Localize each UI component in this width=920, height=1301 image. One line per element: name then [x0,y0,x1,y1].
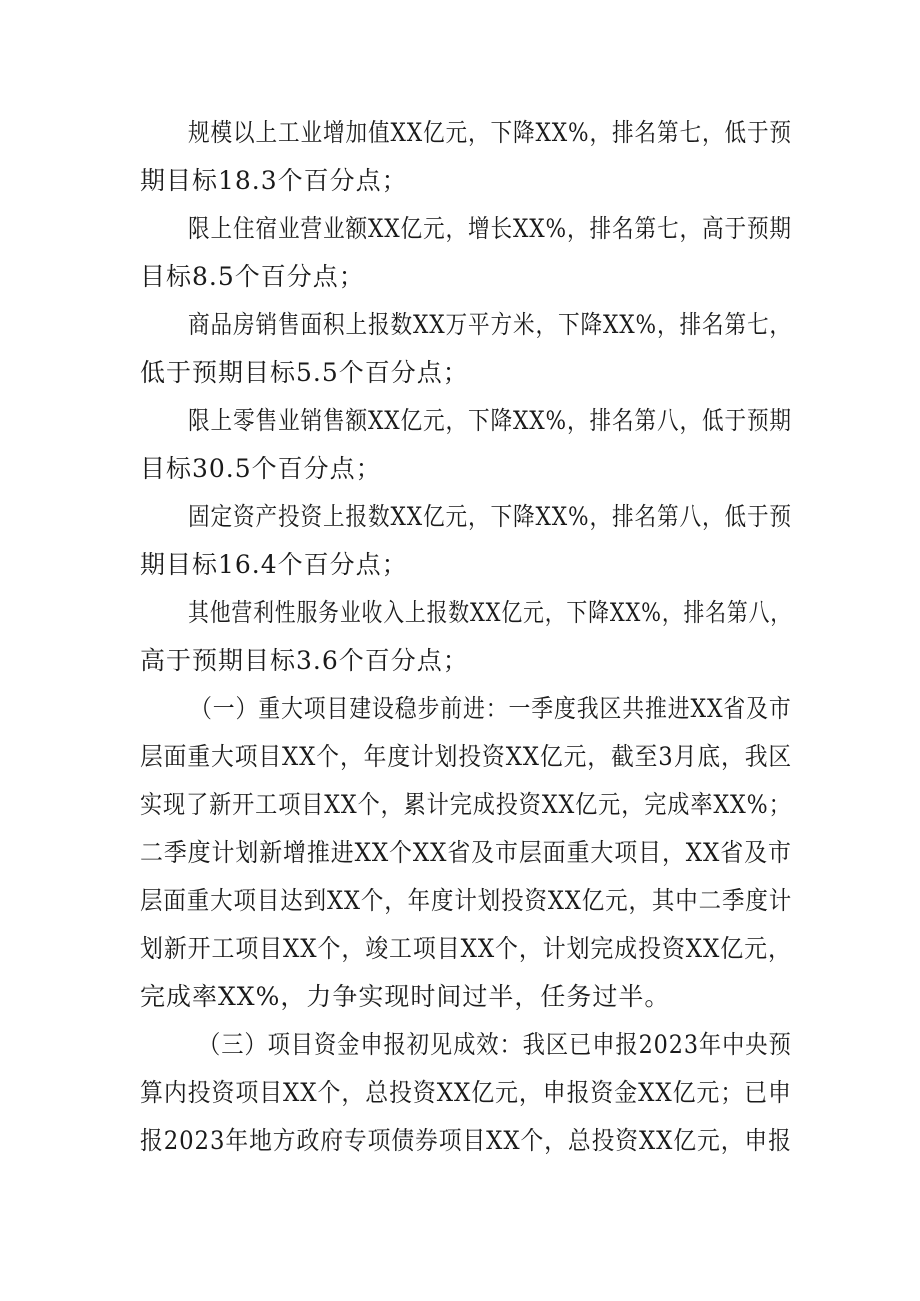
text-line: 层面重大项目达到XX个，年度计划投资XX亿元，其中二季度计 [140,886,793,915]
text-line: （一）重大项目建设稳步前进：一季度我区共推进XX省及市 [190,694,792,723]
text-line: 报2023年地方政府专项债券项目XX个，总投资XX亿元，申报 [140,1126,792,1155]
text-line: 限上住宿业营业额XX亿元，增长XX%，排名第七，高于预期 [188,214,792,243]
text-line: 其他营利性服务业收入上报数XX亿元，下降XX%，排名第八， [188,598,792,627]
text-line: 层面重大项目XX个，年度计划投资XX亿元，截至3月底，我区 [140,742,793,771]
text-line: （三）项目资金申报初见成效：我区已申报2023年中央预 [198,1030,792,1059]
text-line: 目标30.5个百分点； [140,454,382,483]
text-line: 期目标18.3个百分点； [140,166,408,195]
text-line: 二季度计划新增推进XX个XX省及市层面重大项目，XX省及市 [140,838,792,867]
text-line: 目标8.5个百分点； [140,262,365,291]
text-line: 期目标16.4个百分点； [140,550,408,579]
text-line: 固定资产投资上报数XX亿元，下降XX%，排名第八，低于预 [188,502,792,531]
text-line: 低于预期目标5.5个百分点； [140,358,469,387]
text-line: 完成率XX%，力争实现时间过半，任务过半。 [140,982,671,1011]
text-line: 算内投资项目XX个，总投资XX亿元，申报资金XX亿元；已申 [140,1078,792,1107]
text-line: 商品房销售面积上报数XX万平方米，下降XX%，排名第七， [188,310,792,339]
text-line: 规模以上工业增加值XX亿元，下降XX%，排名第七，低于预 [188,118,792,147]
text-line: 划新开工项目XX个，竣工项目XX个，计划完成投资XX亿元， [140,934,792,963]
text-line: 限上零售业销售额XX亿元，下降XX%，排名第八，低于预期 [188,406,792,435]
text-line: 实现了新开工项目XX个，累计完成投资XX亿元，完成率XX%； [140,790,792,819]
text-line: 高于预期目标3.6个百分点； [140,646,469,675]
